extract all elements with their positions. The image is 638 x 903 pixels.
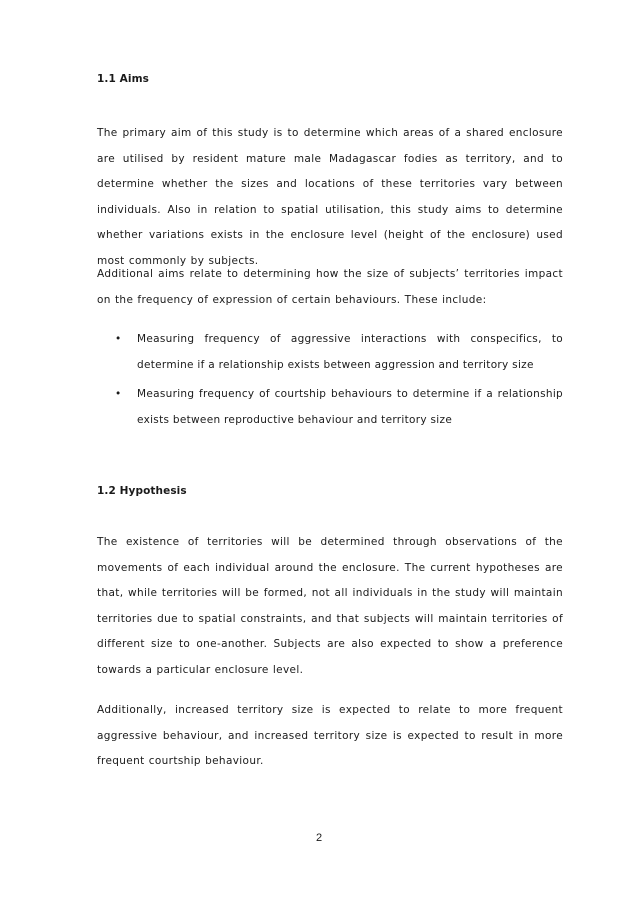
bullet-icon: • bbox=[115, 333, 122, 345]
list-item bbox=[97, 382, 563, 433]
page-number: 2 bbox=[315, 832, 323, 844]
aims-paragraph-1: The primary aim of this study is to determine which areas of a shared enclosure are utilised by resident mature male Madagascar fodies as territory, and to determine whether the sizes and locations of these territories vary between individuals. Also in relation to spatial utilisation, this study aims to determine whether variations exists in the enclosure level (height of the enclosure) used most commonly by subjects. bbox=[97, 127, 563, 267]
section-heading-aims: 1.1 Aims bbox=[97, 73, 149, 85]
bullet-icon: • bbox=[115, 388, 122, 400]
hypothesis-paragraph-1: The existence of territories will be determined through observations of the movements of each individual around the enclosure. The current hypotheses are that, while territories will be formed, not all individuals in the study will maintain territories due to spatial constraints, and that subjects will maintain territories of different size to one-another. Subjects are also expected to show a preference towards a particular enclosure level. bbox=[97, 536, 563, 676]
list-item bbox=[97, 327, 563, 378]
section-heading-hypothesis: 1.2 Hypothesis bbox=[97, 485, 187, 497]
bullet-text: Measuring frequency of aggressive interactions with conspecifics, to determine if a relationship exists between aggression and territory size bbox=[137, 333, 563, 371]
hypothesis-paragraph-2: Additionally, increased territory size is expected to relate to more frequent aggressive behaviour, and increased territory size is expected to result in more frequent courtship behaviour. bbox=[97, 704, 563, 767]
bullet-text: Measuring frequency of courtship behaviours to determine if a relationship exists between reproductive behaviour and territory size bbox=[137, 388, 563, 426]
aims-paragraph-2: Additional aims relate to determining how the size of subjects’ territories impact on the frequency of expression of certain behaviours. These include: bbox=[97, 268, 563, 306]
aims-bullet-list bbox=[97, 327, 563, 433]
